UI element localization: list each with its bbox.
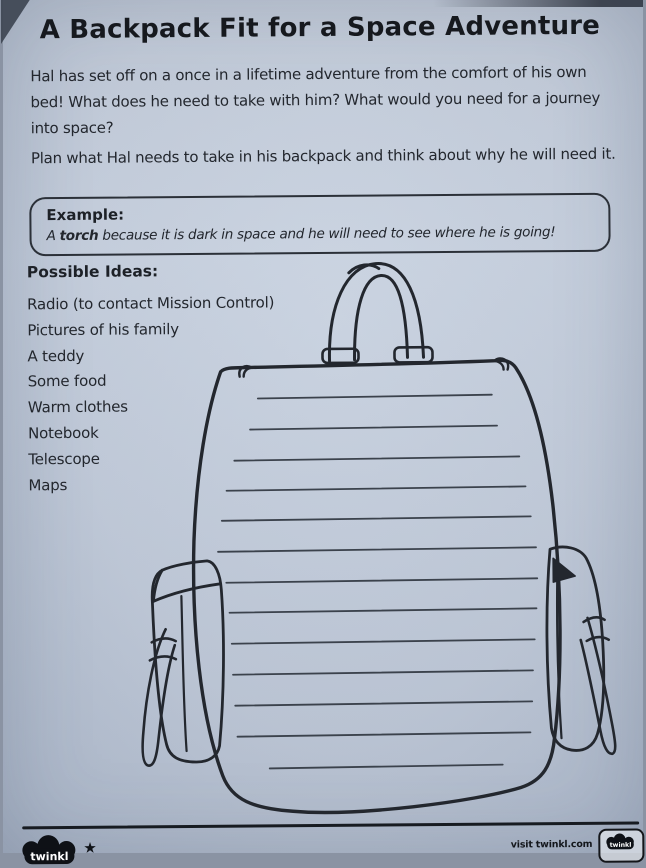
list-item: A teddy xyxy=(27,346,85,365)
visit-twinkl-text: visit twinkl.com xyxy=(510,838,593,851)
twinkl-logo xyxy=(18,837,88,868)
right-pocket xyxy=(546,547,604,751)
writing-line xyxy=(229,608,536,612)
task-text: Plan what Hal needs to take in his backpack and think about why he will need it. xyxy=(30,144,616,168)
twinkl-badge-cloud xyxy=(604,833,638,853)
example-box xyxy=(29,193,610,257)
writing-line xyxy=(233,670,533,674)
list-item: Maps xyxy=(28,475,68,494)
list-item: Radio (to contact Mission Control) xyxy=(27,293,275,314)
writing-line xyxy=(232,639,535,643)
worksheet-page xyxy=(3,0,643,864)
twinkl-badge xyxy=(598,828,644,862)
writing-line xyxy=(218,547,536,551)
list-item: Some food xyxy=(27,372,107,391)
example-prefix: A xyxy=(46,228,60,245)
writing-line xyxy=(235,701,532,705)
intro-text: Hal has set off on a once in a lifetime adventure from the comfort of his own bed! What does he need to take with him? What would you need for a journey into space? xyxy=(30,62,601,138)
list-item: Pictures of his family xyxy=(27,319,179,340)
right-strap xyxy=(581,617,616,754)
writing-line xyxy=(270,765,503,769)
example-suffix: because it is dark in space and he will need to see where he is going! xyxy=(98,224,556,244)
writing-line xyxy=(226,578,537,582)
ideas-heading: Possible Ideas: xyxy=(26,262,159,282)
list-item: Warm clothes xyxy=(27,397,128,417)
list-item: Notebook xyxy=(28,423,99,443)
example-sentence xyxy=(46,224,593,244)
twinkl-badge-text: twinkl xyxy=(609,841,632,849)
example-label: Example: xyxy=(46,205,125,225)
writing-line xyxy=(237,732,530,736)
backpack-handle xyxy=(322,263,433,363)
worksheet-title: A Backpack Fit for a Space Adventure xyxy=(39,10,601,46)
example-bold-word: torch xyxy=(59,227,99,245)
left-strap xyxy=(142,629,177,766)
list-item: Telescope xyxy=(28,449,100,469)
possible-ideas-list xyxy=(27,261,329,499)
writing-line xyxy=(222,516,531,520)
footer-divider xyxy=(22,822,639,830)
star-icon: ★ xyxy=(83,838,97,857)
twinkl-logo-text: twinkl xyxy=(30,850,69,864)
left-pocket xyxy=(152,561,224,763)
